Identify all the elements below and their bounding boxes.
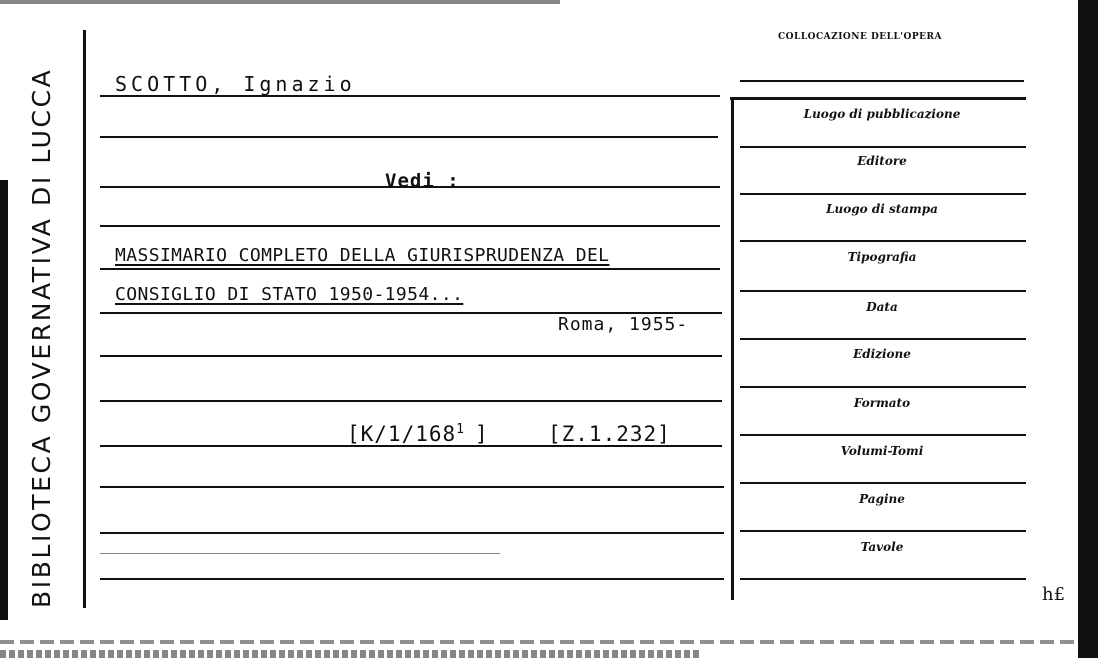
ruled-line [100, 486, 724, 488]
ruled-line [740, 386, 1026, 388]
field-label-format: Formato [853, 396, 911, 410]
field-label-pages: Pagine [859, 492, 905, 506]
shelfmark-new: [Z.1.232] [548, 422, 671, 446]
field-label-date: Data [866, 300, 898, 314]
margin-rule [83, 30, 86, 608]
ruled-line [740, 338, 1026, 340]
field-label-plates: Tavole [860, 540, 904, 554]
ruled-line [740, 434, 1026, 436]
scan-edge-bottom [0, 640, 1098, 644]
shelfmark-old [347, 422, 489, 446]
title-line-1: MASSIMARIO COMPLETO DELLA GIURISPRUDENZA DEL [115, 245, 610, 266]
author-heading: SCOTTO, Ignazio [115, 72, 356, 96]
ruled-line [740, 290, 1026, 292]
ruled-line [740, 240, 1026, 242]
scan-edge-bottom-noise [0, 650, 700, 658]
ruled-line [740, 578, 1026, 580]
scan-edge-left [0, 180, 8, 620]
ruled-line [100, 225, 720, 227]
corner-mark: h£ [1042, 584, 1066, 605]
library-name: BIBLIOTECA GOVERNATIVA DI LUCCA [27, 67, 56, 608]
column-divider [731, 97, 734, 600]
ruled-line [730, 97, 1026, 100]
ruled-line [740, 193, 1026, 195]
scan-edge-top [0, 0, 560, 4]
scan-edge-right [1078, 0, 1098, 658]
ruled-line [740, 146, 1026, 148]
ruled-line [100, 578, 724, 580]
field-label-print-place: Luogo di stampa [826, 202, 938, 216]
location-header: COLLOCAZIONE DELL'OPERA [778, 32, 942, 42]
field-label-publisher: Editore [857, 154, 907, 168]
shelfmark-old-end: ] [474, 422, 489, 446]
ruled-line [100, 553, 500, 554]
ruled-line [100, 400, 722, 402]
shelfmark-old-sup: 1 [456, 422, 465, 437]
imprint: Roma, 1955- [558, 314, 689, 335]
ruled-line [740, 80, 1024, 82]
field-label-place: Luogo di pubblicazione [803, 107, 961, 121]
ruled-line [100, 268, 720, 270]
ruled-line [740, 482, 1026, 484]
field-label-printer: Tipografia [847, 250, 917, 264]
field-label-volumes: Volumi-Tomi [840, 444, 924, 458]
ruled-line [100, 532, 724, 534]
see-reference: Vedi : [385, 170, 460, 192]
shelfmark-old-main: [K/1/168 [347, 422, 457, 446]
ruled-line [740, 530, 1026, 532]
title-line-2: CONSIGLIO DI STATO 1950-1954... [115, 284, 464, 305]
ruled-line [100, 136, 718, 138]
field-label-edition: Edizione [853, 347, 911, 361]
ruled-line [100, 355, 722, 357]
